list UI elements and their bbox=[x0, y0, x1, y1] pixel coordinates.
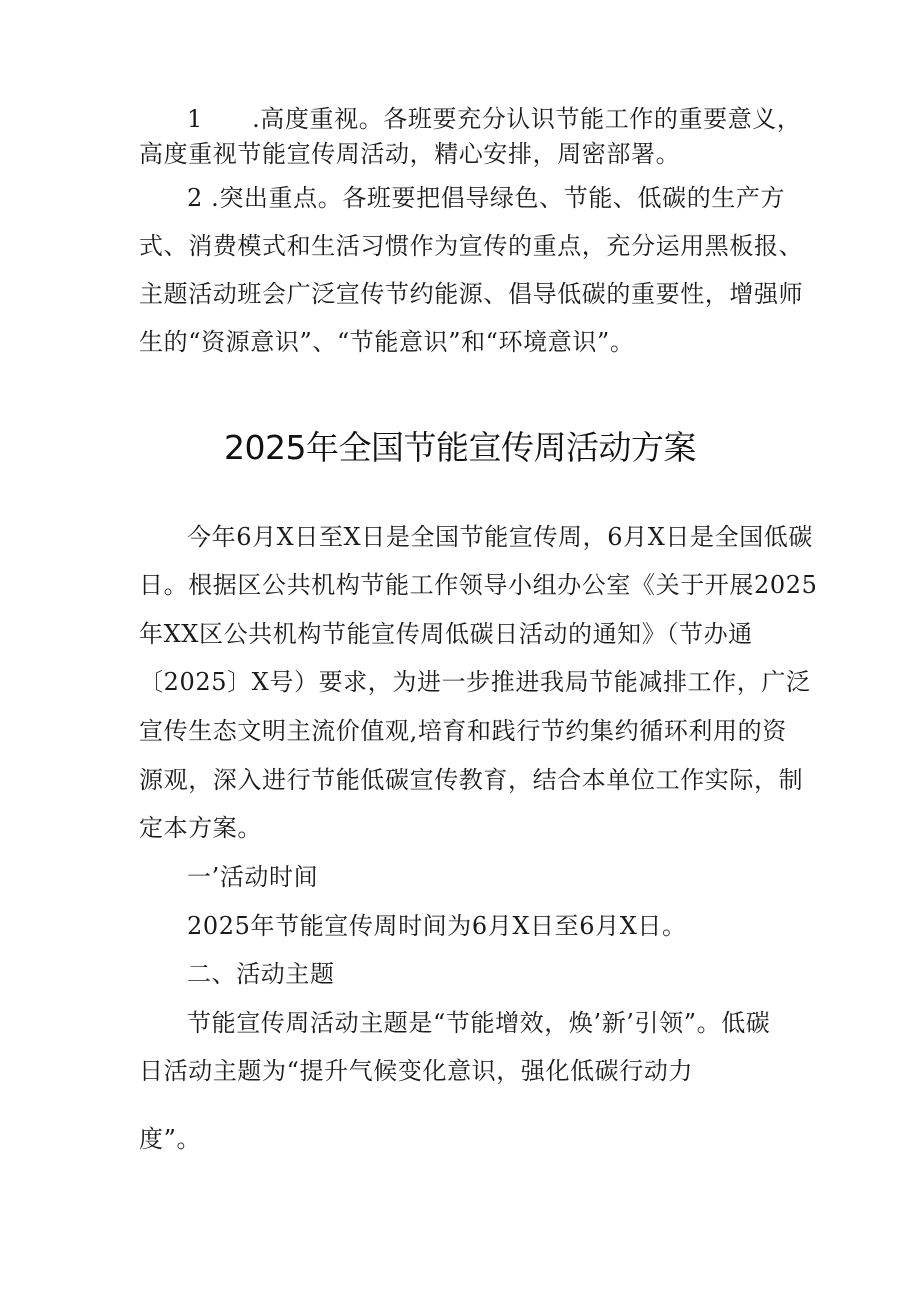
intro-line-7: 定本方案。 bbox=[139, 814, 262, 842]
list-item-1-line-1: 1 .高度重视。各班要充分认识节能工作的重要意义， bbox=[187, 105, 802, 133]
intro-line-2: 日。根据区公共机构节能工作领导小组办公室《关于开展2025 bbox=[139, 571, 818, 599]
intro-line-3: 年XX区公共机构节能宣传周低碳日活动的通知》（节办通 bbox=[139, 620, 753, 648]
section-2-heading: 二、活动主题 bbox=[187, 960, 335, 988]
list-item-2-line-1: 2 .突出重点。各班要把倡导绿色、节能、低碳的生产方 bbox=[187, 184, 786, 212]
intro-line-5: 宣传生态文明主流价值观,培育和践行节约集约循环利用的资 bbox=[139, 717, 787, 745]
list-item-1-line-2: 高度重视节能宣传周活动，精心安排，周密部署。 bbox=[139, 140, 681, 168]
section-2-line-3: 度”。 bbox=[139, 1125, 202, 1153]
intro-line-6: 源观，深入进行节能低碳宣传教育，结合本单位工作实际，制 bbox=[139, 766, 804, 794]
list-item-2-line-3: 主题活动班会广泛宣传节约能源、倡导低碳的重要性，增强师 bbox=[139, 280, 804, 308]
list-item-2-line-2: 式、消费模式和生活习惯作为宣传的重点，充分运用黑板报、 bbox=[139, 232, 804, 260]
list-item-2-line-4: 生的“资源意识”、“节能意识”和“环境意识”。 bbox=[139, 328, 635, 356]
intro-line-4: 〔2025〕X号）要求，为进一步推进我局节能减排工作，广泛 bbox=[139, 668, 811, 696]
section-1-heading: 一’活动时间 bbox=[187, 863, 319, 891]
intro-line-1: 今年6月X日至X日是全国节能宣传周，6月X日是全国低碳 bbox=[187, 523, 813, 551]
section-2-line-1: 节能宣传周活动主题是“节能增效，焕’新’引领”。低碳 bbox=[187, 1009, 771, 1037]
section-1-body: 2025年节能宣传周时间为6月X日至6月X日。 bbox=[187, 912, 687, 940]
section-2-line-2: 日活动主题为“提升气候变化意识，强化低碳行动力 bbox=[139, 1057, 694, 1085]
document-title: 2025年全国节能宣传周活动方案 bbox=[224, 428, 696, 467]
